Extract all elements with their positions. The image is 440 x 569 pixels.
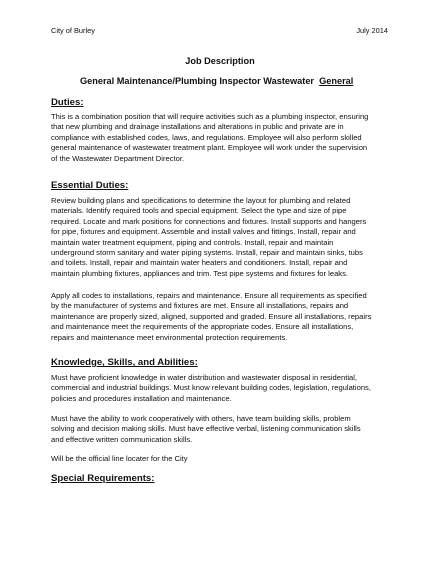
text-line: Apply all codes to installations, repairs and maintenance. Ensure all requirements as specified [51,291,367,300]
heading-essential-duties: Essential Duties: [51,180,129,191]
subtitle-main: General Maintenance/Plumbing Inspector Wastewater [80,76,314,86]
text-line: Will be the official line locater for the City [51,454,188,463]
text-line: and maintenance meet the requirements of the appropriate codes. Ensure all installations, [51,322,354,332]
text-line: solving and decision making skills. Must have effective verbal, listening communication skills [51,424,361,434]
text-line: materials. Identify required tools and special equipment. Select the type and size of pipe [51,206,347,216]
text-line: of the Wastewater Department Director. [51,153,185,163]
essential-paragraph-2 [51,291,396,343]
text-line: policies and procedures installation and maintenance. [51,393,232,403]
text-line: maintain water treatment equipment, piping and controls. Install, repair and maintain [51,237,334,247]
heading-special-requirements: Special Requirements: [51,473,155,484]
document-title: Job Description [185,56,255,66]
header-organization: City of Burley [51,26,95,35]
ksa-paragraph-3 [51,454,396,464]
text-line: commercial and industrial buildings. Must know relevant building codes, legislation, regulations, [51,383,371,393]
duties-paragraph [51,112,396,164]
text-line: required. Locate and mark positions for connections and fixtures. Install supports and hangers [51,216,367,226]
text-line: that new plumbing and drainage installations and alterations in public and private are in [51,122,344,132]
text-line: maintain plumbing fixtures, appliances and trim. Test pipe systems and fixtures for leaks. [51,268,348,278]
text-line: maintenance are properly sized, aligned, supported and graded. Ensure all installations, repairs [51,311,372,321]
heading-knowledge-skills: Knowledge, Skills, and Abilities: [51,357,198,368]
text-line: compliance with established codes, laws, and regulations. Employee will also perform skilled [51,132,362,142]
text-line: and effective written communication skills. [51,434,193,444]
text-line: general maintenance of wastewater treatment plant. Employee will work under the supervision [51,143,368,153]
ksa-paragraph-2 [51,414,396,445]
text-line: Must have proficient knowledge in water distribution and wastewater disposal in residential, [51,373,358,382]
essential-paragraph-1 [51,196,396,279]
text-line: repairs and maintenance meet environmental protection requirements. [51,332,288,342]
text-line: This is a combination position that will require activities such as a plumbing inspector, ensuring [51,112,369,121]
text-line: by the manufacturer of systems and fixtures are met. Ensure all installations, repairs and [51,301,349,311]
text-line: and toilets. Install, repair and maintain water heaters and conditioners. Install, repair and [51,258,348,268]
header-date: July 2014 [356,26,388,35]
text-line: underground storm sanitary and water piping systems. Install, repair and maintain sinks, tubs [51,248,363,258]
subtitle-underlined: General [319,76,354,86]
text-line: for pipe, fixtures and equipment. Assemble and install valves and fittings. Install, repair and [51,227,356,237]
heading-duties: Duties: [51,97,84,108]
document-subtitle [80,76,353,86]
text-line: Review building plans and specifications to determine the layout for plumbing and related [51,196,351,205]
text-line: Must have the ability to work cooperatively with others, have team building skills, problem [51,414,351,423]
ksa-paragraph-1 [51,373,396,404]
